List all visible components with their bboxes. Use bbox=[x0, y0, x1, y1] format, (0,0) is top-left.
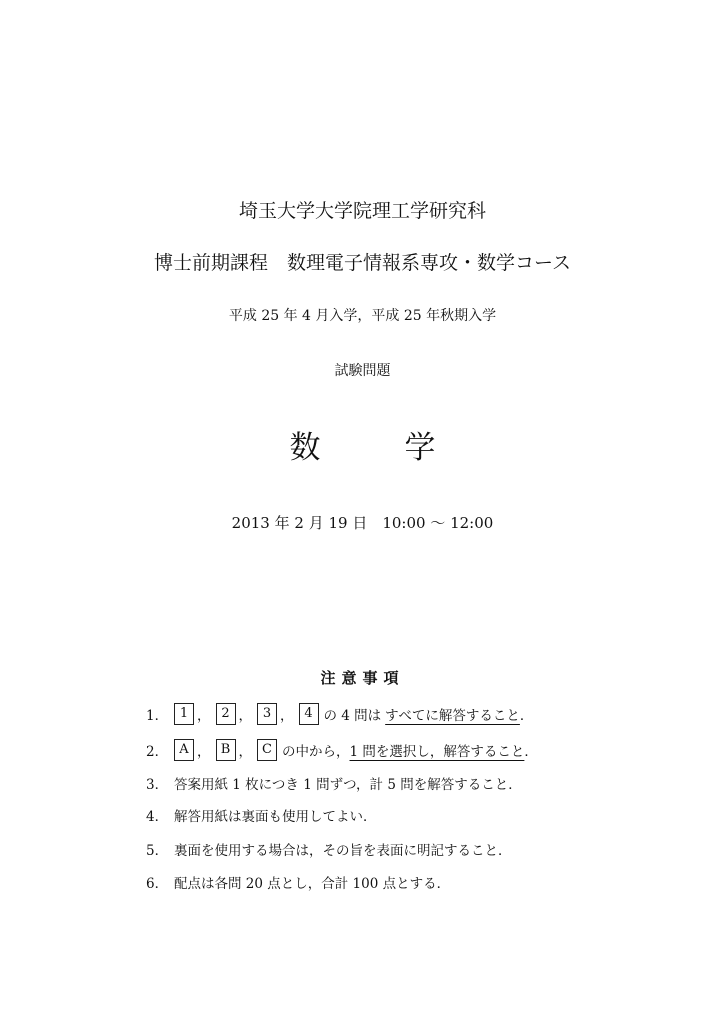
admission-line: 平成 25 年 4 月入学，平成 25 年秋期入学 bbox=[228, 308, 497, 324]
note-underlined-text: すべてに解答すること bbox=[385, 708, 520, 724]
note-text: 答案用紙 1 枚につき 1 問ずつ，計 5 問を解答すること． bbox=[174, 777, 522, 793]
note-number: 2． bbox=[146, 744, 169, 760]
problem-box-1: 1 bbox=[174, 703, 194, 725]
problem-box-a: A bbox=[174, 739, 194, 761]
note-number: 6． bbox=[146, 876, 169, 892]
note-item-2 bbox=[146, 739, 538, 761]
note-item-1 bbox=[146, 703, 533, 725]
note-number: 3． bbox=[146, 777, 169, 793]
note-text: 配点は各問 20 点とし，合計 100 点とする． bbox=[174, 876, 451, 892]
note-period: ． bbox=[519, 708, 534, 724]
note-number: 1． bbox=[146, 708, 169, 724]
problem-box-b: B bbox=[216, 739, 236, 761]
exam-datetime: 2013 年 2 月 19 日 10:00 〜 12:00 bbox=[231, 514, 494, 532]
note-underlined-text: 1 問を選択し，解答すること bbox=[349, 744, 525, 760]
note-number: 5． bbox=[146, 843, 169, 859]
note-text: の中から， bbox=[282, 744, 350, 760]
problem-box-c: C bbox=[257, 739, 277, 761]
problem-box-3: 3 bbox=[257, 703, 277, 725]
note-period: ． bbox=[524, 744, 538, 760]
separator: ， bbox=[238, 744, 252, 760]
note-text: 解答用紙は裏面も使用してよい． bbox=[174, 809, 377, 825]
subject-title bbox=[0, 422, 725, 467]
subject-char-2: 学 bbox=[404, 430, 436, 466]
note-item-5 bbox=[146, 839, 512, 859]
note-item-3 bbox=[146, 773, 522, 793]
note-text: の 4 問は bbox=[323, 708, 382, 724]
program-title: 博士前期課程 数理電子情報系専攻・数学コース bbox=[153, 252, 572, 274]
problem-box-2: 2 bbox=[216, 703, 236, 725]
notes-heading: 注意事項 bbox=[320, 669, 405, 687]
subject-char-1: 数 bbox=[289, 430, 321, 466]
note-item-6 bbox=[146, 872, 450, 892]
note-text: 裏面を使用する場合は，その旨を表面に明記すること． bbox=[174, 843, 512, 859]
note-number: 4． bbox=[146, 809, 169, 825]
separator: ， bbox=[197, 708, 211, 724]
university-title: 埼玉大学大学院理工学研究科 bbox=[238, 200, 486, 222]
separator: ， bbox=[280, 708, 294, 724]
note-item-4 bbox=[146, 805, 377, 825]
problem-box-4: 4 bbox=[299, 703, 319, 725]
separator: ， bbox=[197, 744, 211, 760]
exam-type-label: 試験問題 bbox=[334, 363, 391, 379]
separator: ， bbox=[238, 708, 252, 724]
